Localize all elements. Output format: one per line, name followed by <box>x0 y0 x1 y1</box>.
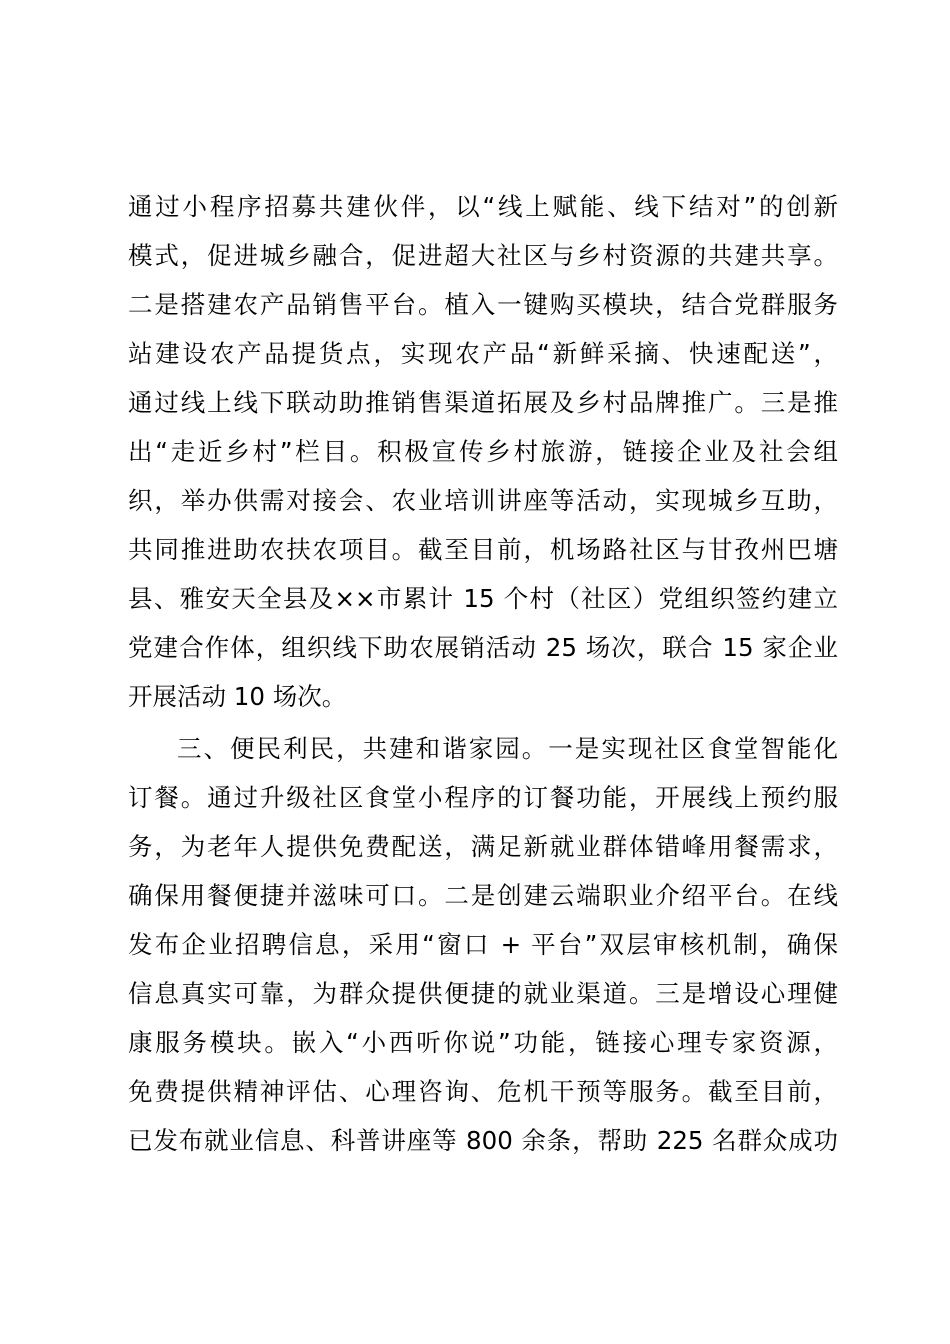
text-line: 通过线上线下联动助推销售渠道拓展及乡村品牌推广。三是推 <box>128 388 838 417</box>
text-line: 县、雅安天全县及××市累计 15 个村（社区）党组织签约建立 <box>128 584 838 613</box>
text-line: 共同推进助农扶农项目。截至目前，机场路社区与甘孜州巴塘 <box>128 535 838 564</box>
text-line: 三、便民利民，共建和谐家园。一是实现社区食堂智能化 <box>177 734 838 763</box>
text-line: 信息真实可靠，为群众提供便捷的就业渠道。三是增设心理健 <box>128 979 838 1008</box>
text-line: 发布企业招聘信息，采用“窗口 + 平台”双层审核机制，确保 <box>128 930 838 959</box>
text-line: 康服务模块。嵌入“小西听你说”功能，链接心理专家资源， <box>128 1028 838 1057</box>
paragraph-1 <box>128 182 838 721</box>
text-line: 站建设农产品提货点，实现农产品“新鲜采摘、快速配送”， <box>128 339 838 368</box>
text-line: 务，为老年人提供免费配送，满足新就业群体错峰用餐需求， <box>128 832 838 861</box>
text-line: 已发布就业信息、科普讲座等 800 余条，帮助 225 名群众成功 <box>128 1126 838 1155</box>
text-line: 通过小程序招募共建伙伴，以“线上赋能、线下结对”的创新 <box>128 192 838 221</box>
text-line: 免费提供精神评估、心理咨询、危机干预等服务。截至目前， <box>128 1077 838 1106</box>
text-line: 党建合作体，组织线下助农展销活动 25 场次，联合 15 家企业 <box>128 633 838 662</box>
text-line: 订餐。通过升级社区食堂小程序的订餐功能，开展线上预约服 <box>128 783 838 812</box>
text-line: 二是搭建农产品销售平台。植入一键购买模块，结合党群服务 <box>128 290 838 319</box>
text-line: 织，举办供需对接会、农业培训讲座等活动，实现城乡互助， <box>128 486 838 515</box>
text-line: 出“走近乡村”栏目。积极宣传乡村旅游，链接企业及社会组 <box>128 437 838 466</box>
text-line: 确保用餐便捷并滋味可口。二是创建云端职业介绍平台。在线 <box>128 881 838 910</box>
paragraph-2 <box>128 724 838 1165</box>
text-line: 开展活动 10 场次。 <box>128 682 347 711</box>
text-line: 模式，促进城乡融合，促进超大社区与乡村资源的共建共享。 <box>128 241 838 270</box>
